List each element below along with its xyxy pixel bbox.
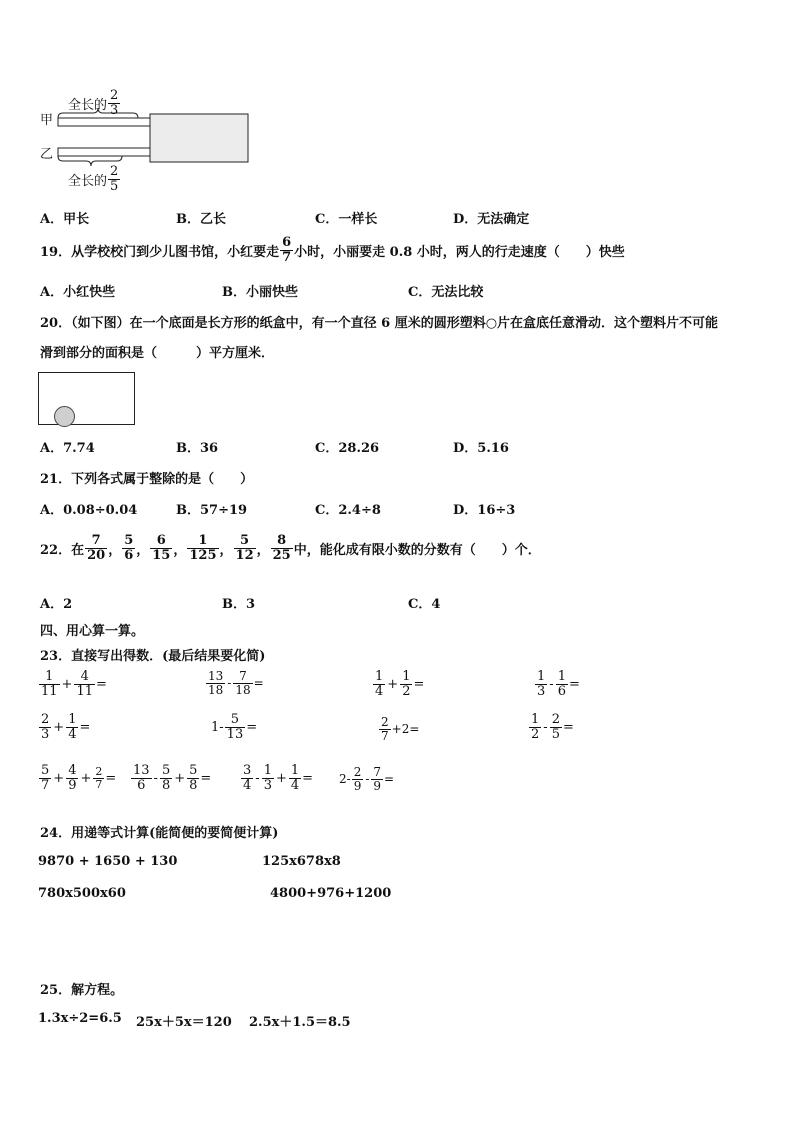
q19-fraction xyxy=(280,236,293,264)
label-jia: 甲 xyxy=(40,113,54,128)
fraction xyxy=(400,670,412,698)
fraction xyxy=(66,764,78,792)
frac-den: 2 xyxy=(531,726,540,742)
frac-num: 5 xyxy=(230,712,240,727)
q19-option-a[interactable]: A．小红快些 xyxy=(40,285,116,300)
equals: = xyxy=(413,676,425,692)
fraction xyxy=(74,670,95,698)
q18-option-b[interactable]: B．乙长 xyxy=(176,212,226,227)
frac-num: 1 xyxy=(198,533,208,548)
equals: = xyxy=(200,770,212,786)
equals: = xyxy=(79,719,91,735)
frac-den: 9 xyxy=(68,777,77,793)
q24-item-1: 9870 + 1650 + 130 xyxy=(38,854,178,869)
q19-option-b[interactable]: B．小丽快些 xyxy=(222,285,298,300)
prefix: 1- xyxy=(211,719,224,735)
bottom-length-fraction xyxy=(108,165,120,193)
q24-title: 24．用递等式计算(能简便的要简便计算) xyxy=(40,826,279,841)
comma: ， xyxy=(256,542,270,558)
fraction xyxy=(352,766,364,792)
q23-expr-7 xyxy=(378,716,419,742)
comma: ， xyxy=(173,542,187,558)
frac-den: 6 xyxy=(557,683,566,699)
frac-den: 15 xyxy=(152,547,171,563)
fraction xyxy=(39,764,51,792)
operator: + xyxy=(53,719,65,735)
q21-option-c[interactable]: C．2.4÷8 xyxy=(315,503,381,518)
fraction xyxy=(289,764,301,792)
fraction xyxy=(39,670,60,698)
prefix: 2- xyxy=(339,772,351,787)
equals: = xyxy=(562,719,574,735)
q23-expr-9 xyxy=(38,764,116,792)
rods-diagram xyxy=(55,108,255,168)
frac-den: 18 xyxy=(208,682,224,697)
q23-expr-10 xyxy=(130,764,211,792)
operator: + xyxy=(53,770,65,786)
q21-option-d[interactable]: D．16÷3 xyxy=(453,503,516,518)
q18-option-a[interactable]: A．甲长 xyxy=(40,212,90,227)
frac-den: 9 xyxy=(353,778,362,793)
q25-equation-2: 25x＋5x＝120 xyxy=(136,1015,232,1030)
q19-question xyxy=(40,236,625,264)
q20-option-a[interactable]: A．7.74 xyxy=(40,441,95,456)
paper-box-rectangle xyxy=(38,372,135,425)
q19-text-pre: 19．从学校校门到少儿图书馆，小红要走 xyxy=(40,244,280,260)
q24-item-4: 4800+976+1200 xyxy=(270,886,392,901)
frac-num: 2 xyxy=(41,712,50,727)
frac-den: 9 xyxy=(373,778,382,793)
frac-num: 1 xyxy=(375,669,384,684)
fraction xyxy=(371,766,383,792)
equals: = xyxy=(384,772,395,787)
q23-expr-6 xyxy=(211,713,257,741)
bottom-length-text: 全长的 xyxy=(68,173,108,189)
frac-num: 8 xyxy=(277,533,287,548)
fraction xyxy=(535,670,547,698)
q22-question xyxy=(40,534,541,562)
q22-option-b[interactable]: B．3 xyxy=(222,597,256,612)
q22-text-post: 中，能化成有限小数的分数有（ ）个． xyxy=(293,542,541,558)
q21-question: 21．下列各式属于整除的是（ ） xyxy=(40,472,254,487)
q22-fraction-6 xyxy=(271,534,293,562)
q20-option-b[interactable]: B．36 xyxy=(176,441,219,456)
q23-title: 23．直接写出得数．(最后结果要化简) xyxy=(40,649,266,664)
q25-title: 25．解方程。 xyxy=(40,983,124,998)
fraction xyxy=(550,713,562,741)
frac-num: 7 xyxy=(373,765,382,779)
fraction xyxy=(160,764,172,792)
equals: = xyxy=(96,676,107,692)
frac-num: 13 xyxy=(208,669,224,683)
fraction xyxy=(187,764,199,792)
frac-den: 2 xyxy=(402,683,411,699)
operator: - xyxy=(255,770,260,786)
frac-num: 1 xyxy=(402,669,411,684)
bottom-brace xyxy=(58,156,122,166)
frac-num: 4 xyxy=(68,763,77,778)
frac-num: 4 xyxy=(80,669,89,684)
comma: ， xyxy=(219,542,233,558)
fraction xyxy=(262,764,274,792)
equals: = xyxy=(105,770,117,786)
q23-expr-3 xyxy=(372,670,424,698)
frac-num: 1 xyxy=(557,669,566,684)
q22-fraction-2 xyxy=(122,534,135,562)
frac-num: 7 xyxy=(239,669,247,683)
frac-num: 3 xyxy=(243,763,252,778)
operator: + xyxy=(80,770,92,786)
q24-item-2: 125x678x8 xyxy=(262,854,341,869)
q25-equation-3: 2.5x＋1.5＝8.5 xyxy=(249,1015,351,1030)
fraction xyxy=(225,713,246,741)
frac-num: 1 xyxy=(68,712,77,727)
frac-num: 1 xyxy=(263,763,272,778)
equals: = xyxy=(568,676,580,692)
frac-num: 2 xyxy=(95,765,103,779)
q22-fraction-3 xyxy=(150,534,172,562)
frac-num: 2 xyxy=(353,765,362,779)
frac-den: 4 xyxy=(375,683,384,699)
fraction xyxy=(241,764,253,792)
q23-expr-2 xyxy=(205,670,264,696)
frac-den: 5 xyxy=(110,178,119,194)
rod-jia xyxy=(58,118,150,126)
frac-num: 2 xyxy=(110,88,119,103)
equals: = xyxy=(253,676,264,691)
frac-den: 13 xyxy=(226,726,244,742)
frac-den: 11 xyxy=(76,683,93,699)
frac-den: 3 xyxy=(110,102,119,118)
q22-option-a[interactable]: A．2 xyxy=(40,597,73,612)
fraction xyxy=(233,670,252,696)
fraction xyxy=(379,716,391,742)
comma: ， xyxy=(108,542,122,558)
frac-den: 5 xyxy=(551,726,560,742)
water-block xyxy=(150,114,248,162)
frac-num: 2 xyxy=(551,712,560,727)
q21-option-b[interactable]: B．57÷19 xyxy=(176,503,248,518)
fraction xyxy=(93,766,104,790)
frac-den: 7 xyxy=(41,777,50,793)
frac-den: 12 xyxy=(235,547,254,563)
operator: + xyxy=(275,770,287,786)
frac-den: 4 xyxy=(243,777,252,793)
frac-den: 7 xyxy=(282,249,292,265)
frac-den: 125 xyxy=(189,547,217,563)
frac-den: 18 xyxy=(235,682,251,697)
operator: - xyxy=(365,772,370,787)
frac-num: 6 xyxy=(156,533,166,548)
frac-den: 7 xyxy=(381,728,389,743)
frac-num: 1 xyxy=(531,712,540,727)
frac-den: 3 xyxy=(263,777,272,793)
top-brace xyxy=(58,108,138,118)
equals: = xyxy=(246,719,258,735)
fraction xyxy=(373,670,385,698)
section-four-heading: 四、用心算一算。 xyxy=(40,624,145,639)
top-length-text: 全长的 xyxy=(68,97,108,113)
frac-den: 4 xyxy=(290,777,300,793)
plastic-disc-circle xyxy=(54,406,75,427)
frac-num: 5 xyxy=(240,533,250,548)
operator: - xyxy=(227,676,232,691)
q20-option-c[interactable]: C．28.26 xyxy=(315,441,380,456)
q22-fraction-5 xyxy=(234,534,256,562)
q20-option-d[interactable]: D．5.16 xyxy=(453,441,509,456)
fraction xyxy=(529,713,541,741)
comma: ， xyxy=(136,542,150,558)
q23-expr-8 xyxy=(528,713,574,741)
frac-den: 11 xyxy=(41,683,58,699)
q23-expr-5 xyxy=(38,713,90,741)
fraction xyxy=(206,670,225,696)
frac-den: 6 xyxy=(131,778,152,793)
operator: + xyxy=(174,770,186,786)
q22-text-pre: 22．在 xyxy=(40,542,85,558)
frac-num: 13 xyxy=(133,763,150,778)
q19-text-post: 小时，小丽要走 0.8 小时，两人的行走速度（ ）快些 xyxy=(294,244,625,260)
frac-num: 5 xyxy=(161,763,171,778)
label-yi: 乙 xyxy=(40,147,54,162)
frac-den: 7 xyxy=(95,777,103,791)
frac-num: 5 xyxy=(41,763,50,778)
frac-den: 4 xyxy=(68,726,77,742)
q24-item-3: 780x500x60 xyxy=(38,886,126,901)
frac-num: 1 xyxy=(45,669,54,684)
operator: - xyxy=(543,719,548,735)
frac-den: 3 xyxy=(41,726,50,742)
q23-expr-4 xyxy=(534,670,580,698)
fraction xyxy=(556,670,568,698)
frac-num: 1 xyxy=(290,763,300,778)
equals: = xyxy=(302,770,314,786)
q25-equation-1: 1.3x÷2=6.5 xyxy=(38,1011,122,1026)
q18-option-d[interactable]: D．无法确定 xyxy=(453,212,530,227)
q22-option-c[interactable]: C．4 xyxy=(408,597,441,612)
q22-fraction-1 xyxy=(85,534,107,562)
fraction xyxy=(131,764,152,792)
q23-expr-12 xyxy=(339,766,394,792)
q18-option-c[interactable]: C．一样长 xyxy=(315,212,378,227)
q20-line1: 20．（如下图）在一个底面是长方形的纸盒中，有一个直径 6 厘米的圆形塑料○片在盒底任意滑动．这个塑料片不可能 xyxy=(40,316,719,331)
frac-den: 25 xyxy=(272,547,291,563)
q20-line2: 滑到部分的面积是（ ）平方厘米． xyxy=(40,346,275,361)
frac-den: 8 xyxy=(189,777,198,793)
q23-expr-11 xyxy=(240,764,313,792)
frac-den: 8 xyxy=(161,777,171,793)
frac-den: 6 xyxy=(124,547,134,563)
fraction xyxy=(66,713,78,741)
q22-fraction-4 xyxy=(187,534,218,562)
fraction xyxy=(39,713,51,741)
operator: + xyxy=(61,676,73,692)
rod-yi xyxy=(58,148,150,156)
frac-den: 3 xyxy=(537,683,546,699)
operator: - xyxy=(549,676,554,692)
q21-option-a[interactable]: A．0.08÷0.04 xyxy=(40,503,138,518)
operator: - xyxy=(153,770,158,786)
frac-num: 5 xyxy=(124,533,134,548)
frac-num: 2 xyxy=(110,164,119,179)
frac-num: 1 xyxy=(537,669,546,684)
operator: + xyxy=(387,676,399,692)
bottom-length-label xyxy=(68,165,121,193)
tail: +2= xyxy=(391,722,420,737)
frac-num: 6 xyxy=(282,235,292,250)
q23-expr-1 xyxy=(38,670,107,698)
frac-num: 5 xyxy=(189,763,198,778)
q19-option-c[interactable]: C．无法比较 xyxy=(408,285,484,300)
frac-num: 2 xyxy=(381,715,389,729)
frac-den: 20 xyxy=(87,547,106,563)
frac-num: 7 xyxy=(91,533,101,548)
